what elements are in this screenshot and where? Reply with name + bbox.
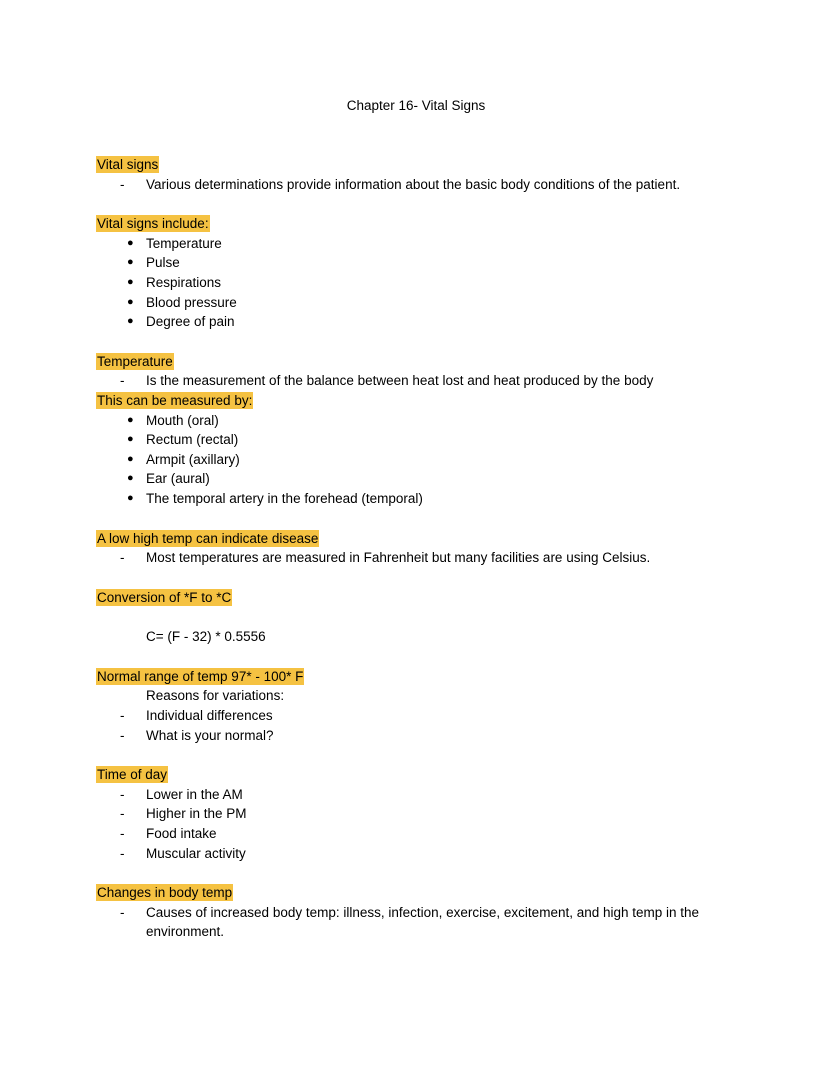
list-item-text: Armpit (axillary) xyxy=(146,451,240,467)
section-list xyxy=(96,175,736,195)
dash-marker: - xyxy=(120,806,125,822)
section-gap xyxy=(96,647,736,667)
list-item xyxy=(96,411,736,431)
section-list xyxy=(96,785,736,863)
list-item xyxy=(96,844,736,864)
section-heading-text: Time of day xyxy=(97,767,168,783)
section-heading xyxy=(96,529,736,549)
section-heading-text: Temperature xyxy=(97,353,173,369)
section-subheading-text: This can be measured by: xyxy=(97,392,253,408)
bullet-icon: ● xyxy=(127,315,134,328)
section-heading xyxy=(96,883,736,903)
section-heading xyxy=(96,588,736,608)
list-item-text: Temperature xyxy=(146,235,222,251)
conversion-formula: C= (F - 32) * 0.5556 xyxy=(146,629,266,645)
list-item xyxy=(96,824,736,844)
section-heading xyxy=(96,352,736,372)
dash-marker: - xyxy=(120,176,125,192)
list-item-text: Blood pressure xyxy=(146,294,237,310)
list-item-text: Is the measurement of the balance between heat lost and heat produced by the body xyxy=(146,373,654,389)
list-item-text: What is your normal? xyxy=(146,727,274,743)
list-item-text: Lower in the AM xyxy=(146,786,243,802)
section-heading-text: Vital signs include: xyxy=(97,216,209,232)
list-item xyxy=(96,371,736,391)
section-heading-text: A low high temp can indicate disease xyxy=(97,530,319,546)
section-heading xyxy=(96,765,736,785)
list-item xyxy=(96,469,736,489)
list-item-text: Muscular activity xyxy=(146,845,246,861)
list-item xyxy=(96,489,736,509)
section-temperature xyxy=(96,352,736,509)
list-item-text: Higher in the PM xyxy=(146,806,247,822)
list-item xyxy=(96,706,736,726)
dash-marker: - xyxy=(120,550,125,566)
section-low-high-temp xyxy=(96,529,736,568)
section-gap xyxy=(96,332,736,352)
bullet-icon: ● xyxy=(127,433,134,446)
section-heading-text: Changes in body temp xyxy=(97,885,233,901)
list-item xyxy=(96,234,736,254)
bullet-icon: ● xyxy=(127,236,134,249)
bullet-icon: ● xyxy=(127,472,134,485)
bullet-icon: ● xyxy=(127,491,134,504)
list-item xyxy=(96,430,736,450)
reasons-label: Reasons for variations: xyxy=(146,688,285,704)
list-item xyxy=(96,726,736,746)
section-normal-range xyxy=(96,667,736,745)
list-item-text: Most temperatures are measured in Fahrenheit but many facilities are using Celsius. xyxy=(146,550,651,566)
dash-marker: - xyxy=(120,727,125,743)
title-spacer xyxy=(96,116,736,155)
dash-marker: - xyxy=(120,904,125,920)
list-item-text: Individual differences xyxy=(146,708,273,724)
list-item-text: Respirations xyxy=(146,274,222,290)
section-conversion xyxy=(96,588,736,647)
page-title xyxy=(96,96,736,116)
list-item-text: Rectum (rectal) xyxy=(146,432,239,448)
dash-marker: - xyxy=(120,826,125,842)
document-body xyxy=(96,96,736,942)
section-heading xyxy=(96,667,736,687)
list-item-text: Ear (aural) xyxy=(146,471,210,487)
section-list xyxy=(96,371,736,391)
list-item-text: Mouth (oral) xyxy=(146,412,219,428)
section-vital-signs xyxy=(96,155,736,194)
section-heading xyxy=(96,155,736,175)
bullet-icon: ● xyxy=(127,452,134,465)
dash-marker: - xyxy=(120,373,125,389)
dash-marker: - xyxy=(120,786,125,802)
section-list xyxy=(96,706,736,745)
list-item xyxy=(96,273,736,293)
section-time-of-day xyxy=(96,765,736,863)
page-title-text: Chapter 16- Vital Signs xyxy=(346,98,486,113)
section-list xyxy=(96,548,736,568)
section-heading xyxy=(96,214,736,234)
list-item-text: Various determinations provide information about the basic body conditions of the patient. xyxy=(146,176,681,192)
dash-marker: - xyxy=(120,845,125,861)
list-item xyxy=(96,804,736,824)
section-subheading xyxy=(96,391,736,411)
list-item-text: The temporal artery in the forehead (temporal) xyxy=(146,490,423,506)
list-item xyxy=(96,450,736,470)
section-list xyxy=(96,234,736,332)
bullet-icon: ● xyxy=(127,256,134,269)
section-heading-text: Vital signs xyxy=(97,157,159,172)
section-gap xyxy=(96,194,736,214)
section-gap xyxy=(96,509,736,529)
section-gap xyxy=(96,745,736,765)
bullet-icon: ● xyxy=(127,295,134,308)
list-item xyxy=(96,548,736,568)
section-list xyxy=(96,903,736,942)
list-item xyxy=(96,312,736,332)
section-sublist xyxy=(96,411,736,509)
formula-spacer-top xyxy=(96,607,736,627)
section-gap xyxy=(96,863,736,883)
list-item xyxy=(96,253,736,273)
section-vital-signs-include xyxy=(96,214,736,332)
section-changes-body-temp xyxy=(96,883,736,942)
dash-marker: - xyxy=(120,708,125,724)
list-item-text: Food intake xyxy=(146,826,217,842)
list-item-text: Causes of increased body temp: illness, infection, exercise, excitement, and high temp in the environment. xyxy=(146,904,700,940)
section-gap xyxy=(96,568,736,588)
list-item xyxy=(96,175,736,195)
list-item xyxy=(96,903,736,942)
bullet-icon: ● xyxy=(127,275,134,288)
list-item-text: Degree of pain xyxy=(146,314,235,330)
list-item-text: Pulse xyxy=(146,255,180,271)
list-item xyxy=(96,785,736,805)
section-heading-text: Conversion of *F to *C xyxy=(97,589,232,605)
bullet-icon: ● xyxy=(127,413,134,426)
list-item xyxy=(96,293,736,313)
section-heading-text: Normal range of temp 97* - 100* F xyxy=(97,668,304,684)
